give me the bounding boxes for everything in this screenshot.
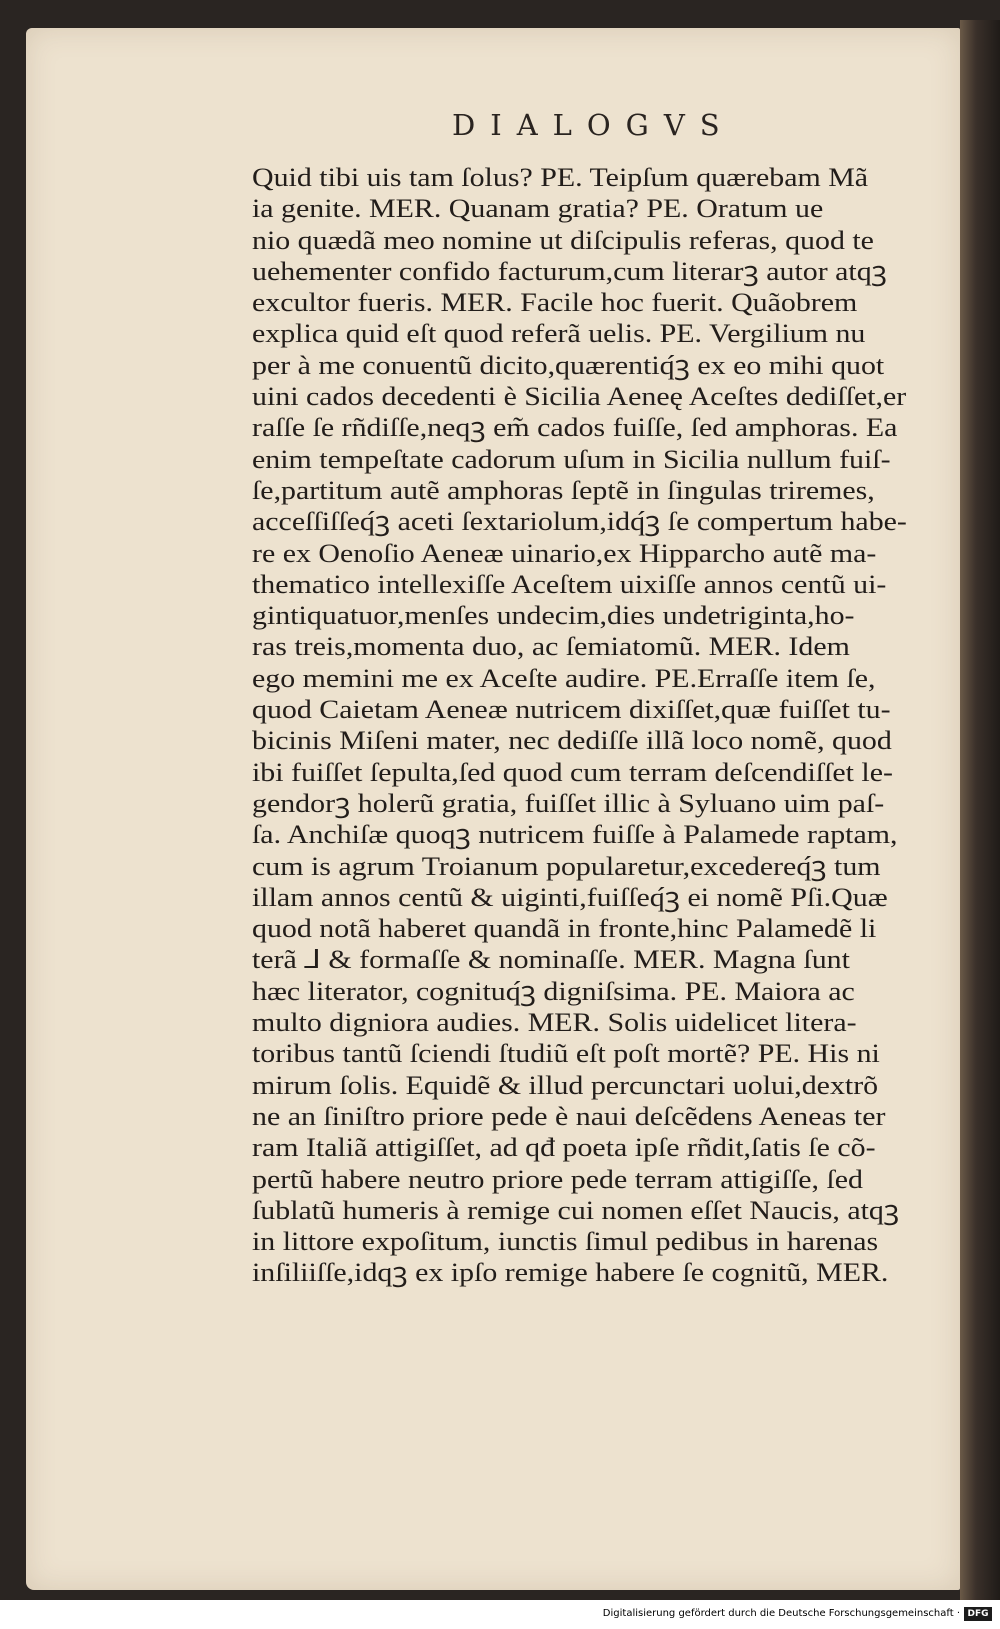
text-line: nio quædã meo nomine ut diſcipulis referas, quod te	[252, 225, 874, 255]
text-line: ne an ſiniſtro priore pede è naui deſcẽdens Aeneas ter	[252, 1101, 886, 1131]
text-line: uini cados decedenti è Sicilia Aeneę Aceſtes dediſſet,er	[252, 382, 907, 412]
text-block	[252, 162, 957, 1289]
text-line: per à me conuentũ dicito,quærentiq́ꝫ ex eo mihi quot	[252, 350, 885, 380]
funding-credit: Digitalisierung gefördert durch die Deutsche Forschungsgemeinschaft ·	[602, 1608, 960, 1619]
text-line: in littore expoſitum, iunctis ſimul pedibus in harenas	[252, 1227, 879, 1257]
text-line: multo digniora audies. MER. Solis uidelicet litera-	[252, 1008, 857, 1038]
text-line: gintiquatuor,menſes undecim,dies undetriginta,ho-	[252, 601, 855, 631]
dfg-logo: DFG	[964, 1607, 992, 1621]
text-line: ego memini me ex Aceſte audire. PE.Erraſſe item ſe,	[252, 663, 876, 693]
text-line: thematico intellexiſſe Aceſtem uixiſſe annos centũ ui-	[252, 569, 887, 599]
text-line: ram Italiã attigiſſet, ad qđ poeta ipſe rñdit,ſatis ſe cõ-	[252, 1133, 876, 1163]
text-line: raſſe ſe rñdiſſe,neqꝫ em̃ cados fuiſſe, ſed amphoras. Ea	[252, 413, 898, 443]
book-edge	[960, 20, 1000, 1600]
text-line: re ex Oenoſio Aeneæ uinario,ex Hipparcho autẽ ma-	[252, 538, 877, 568]
text-line: acceſſiſſeq́ꝫ aceti ſextariolum,idq́ꝫ ſe compertum habe-	[252, 507, 907, 537]
text-line: ras treis,momenta duo, ac ſemiatomũ. MER. Idem	[252, 632, 850, 662]
text-line: ibi fuiſſet ſepulta,ſed quod cum terram deſcendiſſet le-	[252, 757, 893, 787]
text-line: enim tempeſtate cadorum uſum in Sicilia nullum fuiſ-	[252, 444, 891, 474]
text-line: illam annos centũ & uiginti,fuiſſeq́ꝫ ei nomẽ Pſi.Quæ	[252, 882, 888, 912]
text-line: ſa. Anchiſæ quoqꝫ nutricem fuiſſe à Palamede raptam,	[252, 820, 898, 850]
text-line: ia genite. MER. Quanam gratia? PE. Oratum ue	[252, 194, 824, 224]
text-line: toribus tantũ ſciendi ſtudiũ eſt poſt mortẽ? PE. His ni	[252, 1039, 880, 1069]
text-line: Quid tibi uis tam ſolus? PE. Teipſum quærebam Mã	[252, 163, 869, 192]
text-line: quod notã haberet quandã in fronte,hinc Palamedẽ li	[252, 914, 877, 944]
running-head: DIALOGVS	[452, 108, 735, 142]
text-line: ſe,partitum autẽ amphoras ſeptẽ in ſingulas triremes,	[252, 475, 875, 505]
text-line: pertũ habere neutro priore pede terram attigiſſe, ſed	[252, 1164, 864, 1194]
text-line: bicinis Miſeni mater, nec dediſſe illã loco nomẽ, quod	[252, 726, 892, 756]
footer-bar	[0, 1600, 1000, 1629]
text-line: excultor fueris. MER. Facile hoc fuerit. Quãobrem	[252, 288, 858, 318]
text-line: quod Caietam Aeneæ nutricem dixiſſet,quæ fuiſſet tu-	[252, 695, 891, 725]
text-line: ſublatũ humeris à remige cui nomen eſſet Naucis, atqꝫ	[252, 1195, 900, 1225]
text-line: cum is agrum Troianum popularetur,excedereq́ꝫ tum	[252, 851, 881, 881]
text-line: terã ⅃ & formaſſe & nominaſſe. MER. Magna ſunt	[252, 945, 850, 975]
text-line: uehementer confido facturum,cum literarꝫ autor atqꝫ	[252, 256, 887, 286]
text-line: hæc literator, cognituq́ꝫ digniſsima. PE. Maiora ac	[252, 976, 855, 1006]
text-line: gendorꝫ holerũ gratia, fuiſſet illic à Syluano uim paſ-	[252, 788, 885, 818]
text-line: mirum ſolis. Equidẽ & illud percunctari uolui,dextrõ	[252, 1070, 879, 1100]
text-line: explica quid eſt quod referã uelis. PE. Vergilium nu	[252, 319, 866, 349]
text-line: inſiliiſſe,idqꝫ ex ipſo remige habere ſe cognitũ, MER.	[252, 1258, 889, 1288]
